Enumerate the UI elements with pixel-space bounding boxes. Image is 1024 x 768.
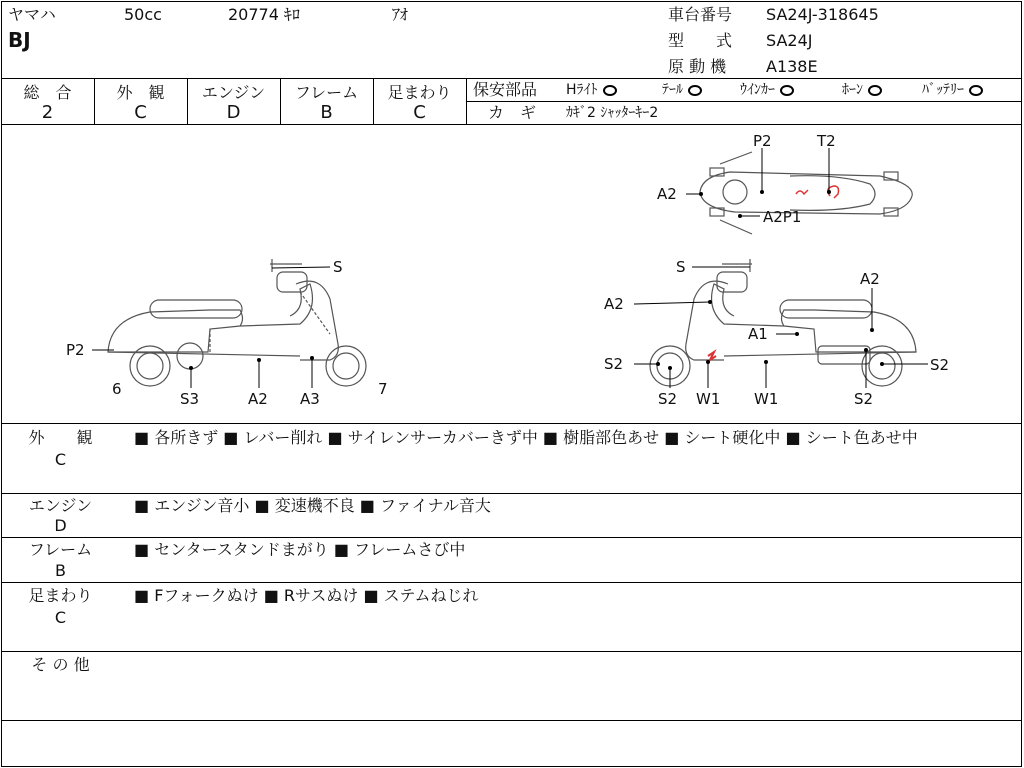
detail-other-title: そ の 他 bbox=[31, 655, 90, 674]
left-label-6: 6 bbox=[112, 380, 122, 398]
engine-label: 原 動 機 bbox=[668, 57, 727, 76]
left-label-s3: S3 bbox=[180, 390, 200, 408]
detail-engine-title: エンジン bbox=[28, 496, 93, 515]
right-label-s2-bottom-right: S2 bbox=[854, 390, 874, 408]
detail-suspension-title: 足まわり bbox=[28, 586, 93, 605]
grade-suspension-value: C bbox=[413, 102, 426, 123]
left-label-p2: P2 bbox=[66, 341, 85, 359]
right-label-s2-left: S2 bbox=[604, 355, 624, 373]
maker: ヤマハ bbox=[8, 5, 56, 24]
frame-no-label: 車台番号 bbox=[668, 5, 733, 24]
grade-engine-label: エンジン bbox=[201, 83, 266, 102]
right-label-s2-bottom-left: S2 bbox=[658, 390, 678, 408]
detail-frame-title: フレーム bbox=[28, 540, 93, 559]
details-top-line bbox=[1, 423, 1022, 424]
model-name: BJ bbox=[8, 28, 31, 52]
grade-frame-value: B bbox=[320, 102, 333, 123]
top-label-p2: P2 bbox=[753, 132, 772, 150]
top-label-a2: A2 bbox=[657, 185, 677, 203]
type-value: SA24J bbox=[766, 31, 813, 50]
detail-exterior-grade: C bbox=[54, 450, 67, 469]
detail-frame-text: ■ センタースタンドまがり ■ フレームさび中 bbox=[134, 540, 466, 559]
top-scooter-icon bbox=[700, 152, 912, 234]
type-label: 型 式 bbox=[668, 31, 733, 50]
horn-ok-icon bbox=[868, 85, 882, 96]
tail-ok-icon bbox=[688, 85, 702, 96]
details-divider-3 bbox=[1, 582, 1022, 583]
headlight-ok-icon bbox=[603, 85, 617, 96]
key-value: ｶｷﾞ2 ｼｬｯﾀｰｷｰ2 bbox=[566, 105, 659, 121]
left-label-a2: A2 bbox=[248, 390, 268, 408]
safety-row-divider bbox=[467, 101, 1022, 102]
details-divider-5 bbox=[1, 720, 1022, 721]
safety-winker: ｳｲﾝｶｰ bbox=[740, 81, 794, 99]
displacement: 50cc bbox=[124, 5, 162, 24]
detail-engine-text: ■ エンジン音小 ■ 変速機不良 ■ ファイナル音大 bbox=[134, 496, 491, 515]
left-label-s: S bbox=[333, 258, 343, 276]
engine-value: A138E bbox=[766, 57, 818, 76]
left-label-7: 7 bbox=[378, 380, 388, 398]
details-divider-4 bbox=[1, 651, 1022, 652]
grade-exterior-label: 外 観 bbox=[116, 83, 165, 102]
grade-engine-value: D bbox=[226, 102, 241, 123]
right-label-s2-right: S2 bbox=[930, 356, 950, 374]
right-label-a2-seat: A2 bbox=[860, 270, 880, 288]
safety-headlight: Hﾗｲﾄ bbox=[566, 81, 617, 99]
detail-exterior-title: 外 観 bbox=[28, 428, 93, 447]
details-divider-2 bbox=[1, 537, 1022, 538]
damage-diagram bbox=[0, 124, 1024, 424]
grade-suspension-label: 足まわり bbox=[387, 83, 452, 102]
grade-overall-label: 総 合 bbox=[23, 83, 72, 102]
winker-ok-icon bbox=[780, 85, 794, 96]
detail-suspension-grade: C bbox=[54, 608, 67, 627]
right-label-w1-left: W1 bbox=[696, 390, 721, 408]
right-label-a1: A1 bbox=[748, 325, 768, 343]
frame-no: SA24J-318645 bbox=[766, 5, 879, 24]
left-label-a3: A3 bbox=[300, 390, 320, 408]
grade-overall-value: 2 bbox=[41, 102, 54, 123]
detail-frame-grade: B bbox=[55, 561, 66, 580]
details-divider-1 bbox=[1, 493, 1022, 494]
grade-frame-label: フレーム bbox=[294, 83, 359, 102]
safety-battery: ﾊﾞｯﾃﾘｰ bbox=[922, 81, 983, 99]
top-label-t2: T2 bbox=[817, 132, 836, 150]
safety-horn: ﾎｰﾝ bbox=[842, 81, 882, 99]
right-label-w1-right: W1 bbox=[754, 390, 779, 408]
top-label-a2p1: A2P1 bbox=[763, 208, 802, 226]
safety-tail: ﾃｰﾙ bbox=[662, 81, 702, 99]
right-label-s: S bbox=[676, 258, 686, 276]
mileage: 20774 ｷﾛ bbox=[228, 5, 300, 24]
left-scooter-icon bbox=[108, 259, 366, 386]
detail-suspension-text: ■ Fフォークぬけ ■ Rサスぬけ ■ ステムねじれ bbox=[134, 586, 479, 605]
grade-exterior-value: C bbox=[134, 102, 147, 123]
safety-label: 保安部品 bbox=[473, 80, 538, 99]
color: ｱｵ bbox=[392, 5, 409, 24]
grade-table-top bbox=[1, 78, 1022, 79]
detail-engine-grade: D bbox=[54, 516, 67, 535]
grade-divider-5 bbox=[466, 78, 467, 124]
detail-exterior-text: ■ 各所きず ■ レバー削れ ■ サイレンサーカバーきず中 ■ 樹脂部色あせ ■ シート硬化中 ■ シート色あせ中 bbox=[134, 428, 918, 447]
battery-ok-icon bbox=[969, 85, 983, 96]
right-label-a2-front: A2 bbox=[604, 295, 624, 313]
key-label: カ ギ bbox=[488, 103, 537, 122]
